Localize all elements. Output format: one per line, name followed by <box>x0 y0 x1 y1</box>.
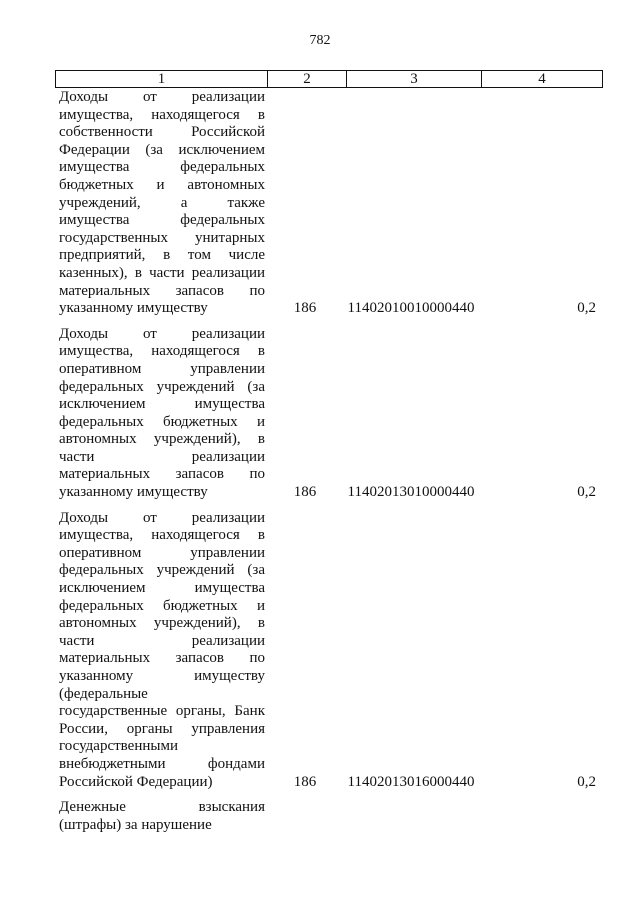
amount-cell: 0,2 <box>577 773 596 790</box>
description-line: указанному имуществу <box>59 484 208 501</box>
description-line: имущества, находящегося в <box>59 343 265 360</box>
description-line: учреждений, а также <box>59 194 265 211</box>
description-line: федеральных учреждений (за <box>59 378 265 395</box>
table-body <box>55 89 598 842</box>
description-line: части реализации <box>59 632 265 649</box>
description-line: указанному имуществу <box>59 668 265 684</box>
header-col-2: 2 <box>268 71 347 88</box>
description-line: (штрафы) за нарушение <box>59 816 212 833</box>
admin-code-cell: 186 <box>293 773 317 790</box>
header-col-3: 3 <box>347 71 482 88</box>
description-line: исключением имущества <box>59 396 265 413</box>
description-line: исключением имущества <box>59 580 265 597</box>
description-line: материальных запасов по <box>59 650 265 667</box>
description-line: Доходы от реализации <box>59 509 265 526</box>
description-line: государственные органы, Банк <box>59 703 265 720</box>
amount-cell: 0,2 <box>577 300 596 317</box>
description-line: автономных учреждений), в <box>59 431 265 448</box>
description-line: имущества, находящегося в <box>59 106 265 123</box>
description-line: Федерации (за исключением <box>59 141 265 158</box>
description-line: Российской Федерации) <box>59 773 213 790</box>
description-line: указанному имуществу <box>59 300 208 317</box>
budget-classification-code-cell: 11402013016000440 <box>347 773 475 790</box>
description-line: федеральных учреждений (за <box>59 562 265 579</box>
description-line: федеральных бюджетных и <box>59 413 265 430</box>
table-row <box>55 89 598 318</box>
table-header <box>55 70 603 88</box>
admin-code-cell: 186 <box>293 300 317 317</box>
description-line: (федеральные <box>59 685 148 702</box>
description-line: автономных учреждений), в <box>59 615 265 632</box>
description-line: предприятий, в том числе <box>59 247 265 264</box>
description-line: казенных), в части реализации <box>59 264 265 281</box>
description-line: России, органы управления <box>59 720 265 737</box>
revenue-description <box>59 799 265 834</box>
header-col-1: 1 <box>56 71 268 88</box>
description-line: внебюджетными фондами <box>59 755 265 772</box>
description-line: государственных унитарных <box>59 229 265 246</box>
description-line: оперативном управлении <box>59 360 265 377</box>
description-line: имущества федеральных <box>59 212 265 229</box>
amount-cell: 0,2 <box>577 484 596 501</box>
description-line: материальных запасов по <box>59 466 265 483</box>
description-line: имущества федеральных <box>59 159 265 176</box>
table-header-row <box>56 71 603 88</box>
description-line: собственности Российской <box>59 124 265 141</box>
header-col-4: 4 <box>482 71 603 88</box>
table-row <box>55 799 598 834</box>
description-line: бюджетных и автономных <box>59 176 265 193</box>
description-line: оперативном управлении <box>59 544 265 561</box>
description-line: федеральных бюджетных и <box>59 597 265 614</box>
revenue-description <box>59 510 265 792</box>
description-line: Доходы от реализации <box>59 325 265 342</box>
description-line: части реализации <box>59 448 265 465</box>
description-line: Денежные взыскания <box>59 799 265 816</box>
description-line: государственными <box>59 738 178 755</box>
description-line: имущества, находящегося в <box>59 527 265 544</box>
revenue-description <box>59 89 265 318</box>
revenue-description <box>59 326 265 502</box>
table-row <box>55 326 598 502</box>
budget-classification-code-cell: 11402013010000440 <box>347 484 475 501</box>
page-number: 782 <box>309 33 331 48</box>
admin-code-cell: 186 <box>293 484 317 501</box>
description-line: Доходы от реализации <box>59 89 265 105</box>
table-row <box>55 510 598 792</box>
description-line: материальных запасов по <box>59 282 265 299</box>
budget-classification-code-cell: 11402010010000440 <box>347 300 475 317</box>
